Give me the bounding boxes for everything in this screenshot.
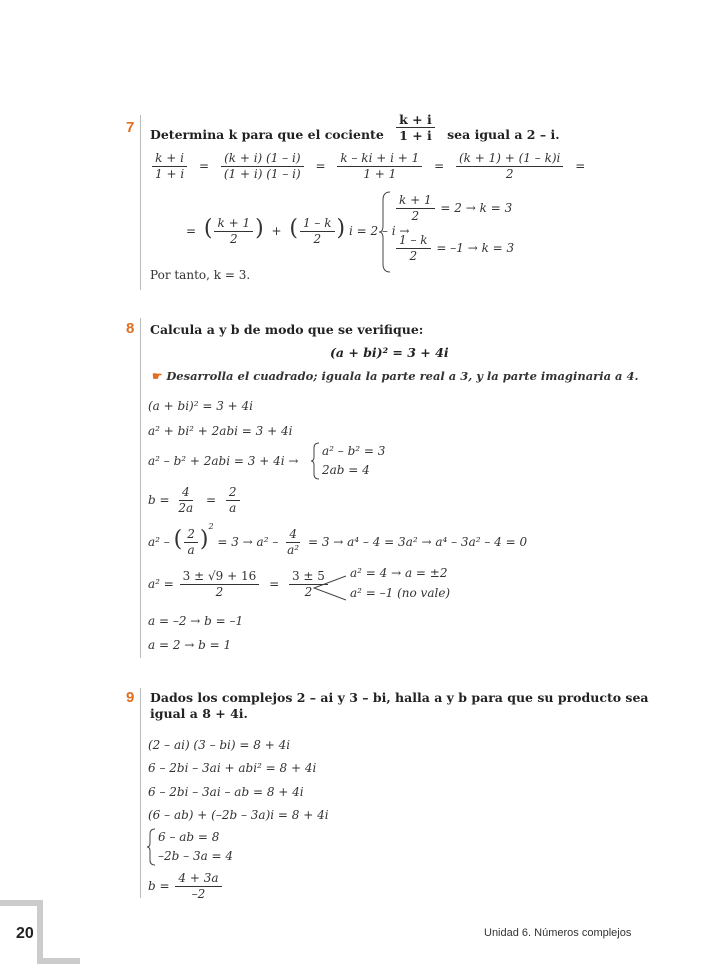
exercise-number: 7	[126, 119, 135, 136]
exercise-rule	[140, 115, 141, 290]
math-line: b = $\frac{4 + 3a}{-2}$	[148, 872, 224, 901]
math-line: (a + bi)² = 3 + 4i	[148, 399, 254, 413]
math-line: $\frac{k + i}{1 + i}$ = $\frac{(k + i) (1 - i)}{(1 + i) (1 - i)}$ = $\frac{k - ki + i + 1}{1 + 1}$ = $\frac{(k + 1) + (1 - k)i}{2}$ =	[150, 152, 591, 181]
exercise-statement: Calcula a y b de modo que se verifique:	[150, 322, 424, 337]
branch-lines	[312, 572, 348, 608]
system-eq-2: 2ab = 4	[322, 463, 370, 477]
math-line: 6 – 2bi – 3ai – ab = 8 + 4i	[148, 785, 304, 799]
math-line: = ( $\frac{k + 1}{2}$ ) + ( $\frac{1 - k}{2}$ ) i = 2 – i →	[186, 216, 410, 246]
math-line: a = –2 → b = –1	[148, 614, 244, 628]
conclusion: Por tanto, k = 3.	[150, 268, 251, 282]
math-line: a² = $\frac{3 \pm √9 + 16}{2}$ = $\frac{3 \pm 5}{2}$	[148, 570, 330, 599]
branch-result-1: a² = 4 → a = ±2	[350, 566, 448, 580]
exercise-number: 8	[126, 320, 135, 337]
system-brace	[146, 828, 156, 870]
exercise-number: 9	[126, 689, 135, 706]
pointing-hand-icon: ☛	[152, 369, 163, 383]
math-line: 6 – 2bi – 3ai + abi² = 8 + 4i	[148, 761, 317, 775]
system-eq-2: –2b – 3a = 4	[158, 849, 234, 863]
system-brace	[310, 442, 320, 484]
system-eq-1: 6 – ab = 8	[158, 830, 220, 844]
branch-result-2: a² = –1 (no vale)	[350, 586, 451, 600]
system-eq-1: $\frac{k + 1}{2}$ = 2 → k = 3	[394, 194, 512, 223]
exercise-statement-line-1: Dados los complejos 2 – ai y 3 – bi, halla a y b para que su producto sea	[150, 690, 649, 705]
math-line: a² – b² + 2abi = 3 + 4i →	[148, 454, 299, 468]
system-eq-2: $\frac{1 - k}{2}$ = –1 → k = 3	[394, 234, 514, 263]
math-line: a² – ( $\frac{2}{a}$ )$^2$ = 3 → a² – $\frac{4}{\text{a²}}$ = 3 → a⁴ – 4 = 3a² → a⁴ – 3a² – 4 = 0	[148, 522, 528, 557]
hint: ☛ Desarrolla el cuadrado; iguala la parte real a 3, y la parte imaginaria a 4.	[152, 369, 639, 383]
page-number: 20	[16, 925, 34, 942]
exercise-rule	[140, 318, 141, 658]
system-brace	[378, 190, 392, 278]
math-line: (6 – ab) + (–2b – 3a)i = 8 + 4i	[148, 808, 329, 822]
system-eq-1: a² – b² = 3	[322, 444, 386, 458]
math-line: a² + bi² + 2abi = 3 + 4i	[148, 424, 293, 438]
target-equation: (a + bi)² = 3 + 4i	[330, 345, 449, 360]
exercise-statement-line-2: igual a 8 + 4i.	[150, 706, 248, 721]
footer-unit: Unidad 6. Números complejos	[484, 927, 632, 939]
exercise-statement: Determina k para que el cociente $\frac{k + i}{1 + i}$ sea igual a 2 – i.	[150, 112, 560, 143]
corner-decoration	[0, 895, 80, 971]
math-line: a = 2 → b = 1	[148, 638, 232, 652]
exercise-rule	[140, 688, 141, 898]
math-line: (2 – ai) (3 – bi) = 8 + 4i	[148, 738, 291, 752]
math-line: b = $\frac{4}{2a}$ = $\frac{2}{a}$	[148, 486, 242, 515]
